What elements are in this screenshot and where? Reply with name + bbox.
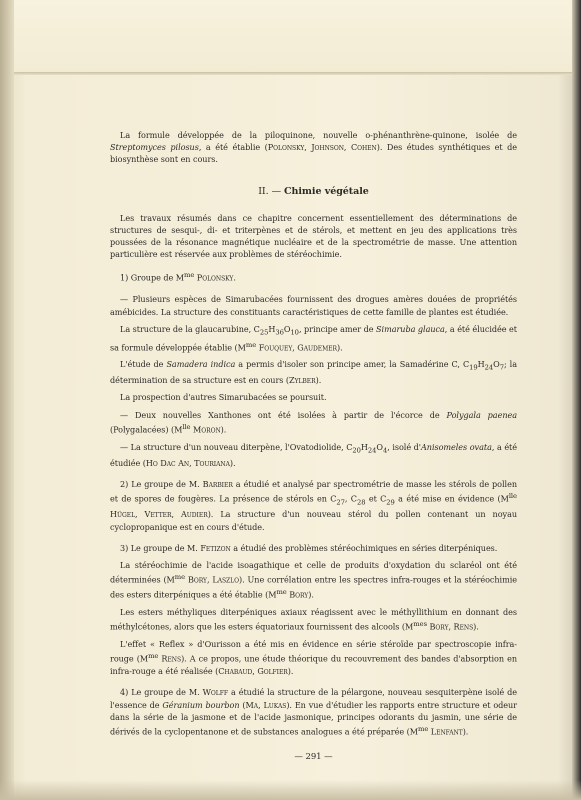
- binding-shadow: [0, 0, 14, 800]
- intro-paragraph: La formule développée de la piloquinone, nouvelle o-phénanthrène-quinone, isolée de Streptomyces pilosus, a été établie (Polonsky, Johnson, Cohen). Des études synthétiques et de biosynthèse sont en cours.: [110, 130, 518, 165]
- group3-paragraph-isoagathique: La stéréochimie de l'acide isoagathique et celle de produits d'oxydation du sclaréol ont été déterminées ($M^{me}$ Bory, Laszlo). Une corrélation entre les spectres infra-rouges et la stéréochimie des esters diterpéniques a été établie ($M^{me}$ Bory).: [110, 560, 517, 600]
- page-number: — 291 —: [294, 751, 333, 762]
- group3-heading-paragraph: 3) Le groupe de M. Fetizon a étudié des problèmes stéréochimiques en séries diterpéniques.: [120, 542, 498, 553]
- group3-paragraph-reflex: L'effet « Reflex » d'Ourisson a été mis en évidence en série stéroïde par spectroscopie infra-rouge ($M^{me}$ Rens). A ce propos, une étude théorique du recouvrement des bandes d'absorption en infra-rouge a été réalisée (Chabaud, Golfier).: [110, 639, 517, 677]
- page-right-edge: [572, 0, 581, 800]
- group1-paragraph-simarubacees: — Plusieurs espèces de Simarubacées fournissent des drogues amères douées de propriétés amébicides. La structure des constituants caractéristiques de cette famille de plantes est étudiée.: [110, 294, 517, 317]
- group3-paragraph-esters: Les esters méthyliques diterpéniques axiaux réagissent avec le méthyllithium en donnant des méthylcétones, alors que les esters équatoriaux fournissent des alcools ($M^{mes}$ Bory, Rens).: [110, 607, 517, 632]
- section-intro-paragraph: Les travaux résumés dans ce chapitre concernent essentiellement des déterminations de structures de sesqui-, di- et triterpènes et de stérols, et mettent en jeu des applications très poussées de la résonance magnétique nucléaire et de la spectrométrie de masse. Une attention particulière est réservée aux problèmes de stéréochimie.: [110, 212, 517, 260]
- group1-heading: 1) Groupe de $M^{me}$ Polonsky.: [120, 271, 236, 284]
- paper-fold-edge: [0, 72, 581, 75]
- page-top-margin: [0, 0, 581, 74]
- page-bottom-shade: [0, 780, 581, 800]
- section-heading: II. — Chimie végétale: [258, 185, 369, 197]
- group1-paragraph-samadera: L'étude de Samadera indica a permis d'isoler son principe amer, la Samadérine C, $C_{19}H_{24}O_7$; la détermination de sa structure est en cours (Zylber).: [110, 359, 517, 386]
- group4-paragraph: 4) Le groupe de M. Wolff a étudié la structure de la pélargone, nouveau sesquiterpène isolé de l'essence de Géranium bourbon (Ma, Lukas). En vue d'étudier les rapports entre structure et odeur dans la série de la jasmone et de l'acide jasmonique, principes odorants du jasmin, une série de dérivés de la cyclopentanone et de substances analogues a été préparée ($M^{me}$ Lenfant).: [110, 687, 517, 737]
- group1-paragraph-glaucarubine: La structure de la glaucarubine, $C_{25}H_{36}O_{10}$, principe amer de Simaruba glauca, a été élucidée et sa formule développée établie ($M^{me}$ Fouquey, Gaudemer).: [110, 323, 517, 353]
- group2-paragraph: 2) Le groupe de M. Barbier a étudié et analysé par spectrométrie de masse les stérols de pollen et de spores de fougères. La présence de stérols en $C_{27}$, $C_{28}$ et $C_{29}$ a été mise en évidence ($M^{lle}$ Hügel, Vetter, Audier). La structure d'un nouveau stérol du pollen contenant un noyau cyclopropanique est en cours d'étude.: [110, 478, 518, 532]
- text-block: [110, 129, 517, 763]
- group1-paragraph-prospection: La prospection d'autres Simarubacées se poursuit.: [120, 392, 327, 403]
- group1-paragraph-xanthones: — Deux nouvelles Xanthones ont été isolées à partir de l'écorce de Polygala paenea (Polygalacées) ($M^{lle}$ Moron).: [110, 409, 517, 435]
- group1-paragraph-ovatodiolide: — La structure d'un nouveau diterpène, l'Ovatodiolide, $C_{20}H_{24}O_4$, isolé d'Anisomeles ovata, a été étudiée (Ho Dac An, Touriana).: [110, 441, 517, 468]
